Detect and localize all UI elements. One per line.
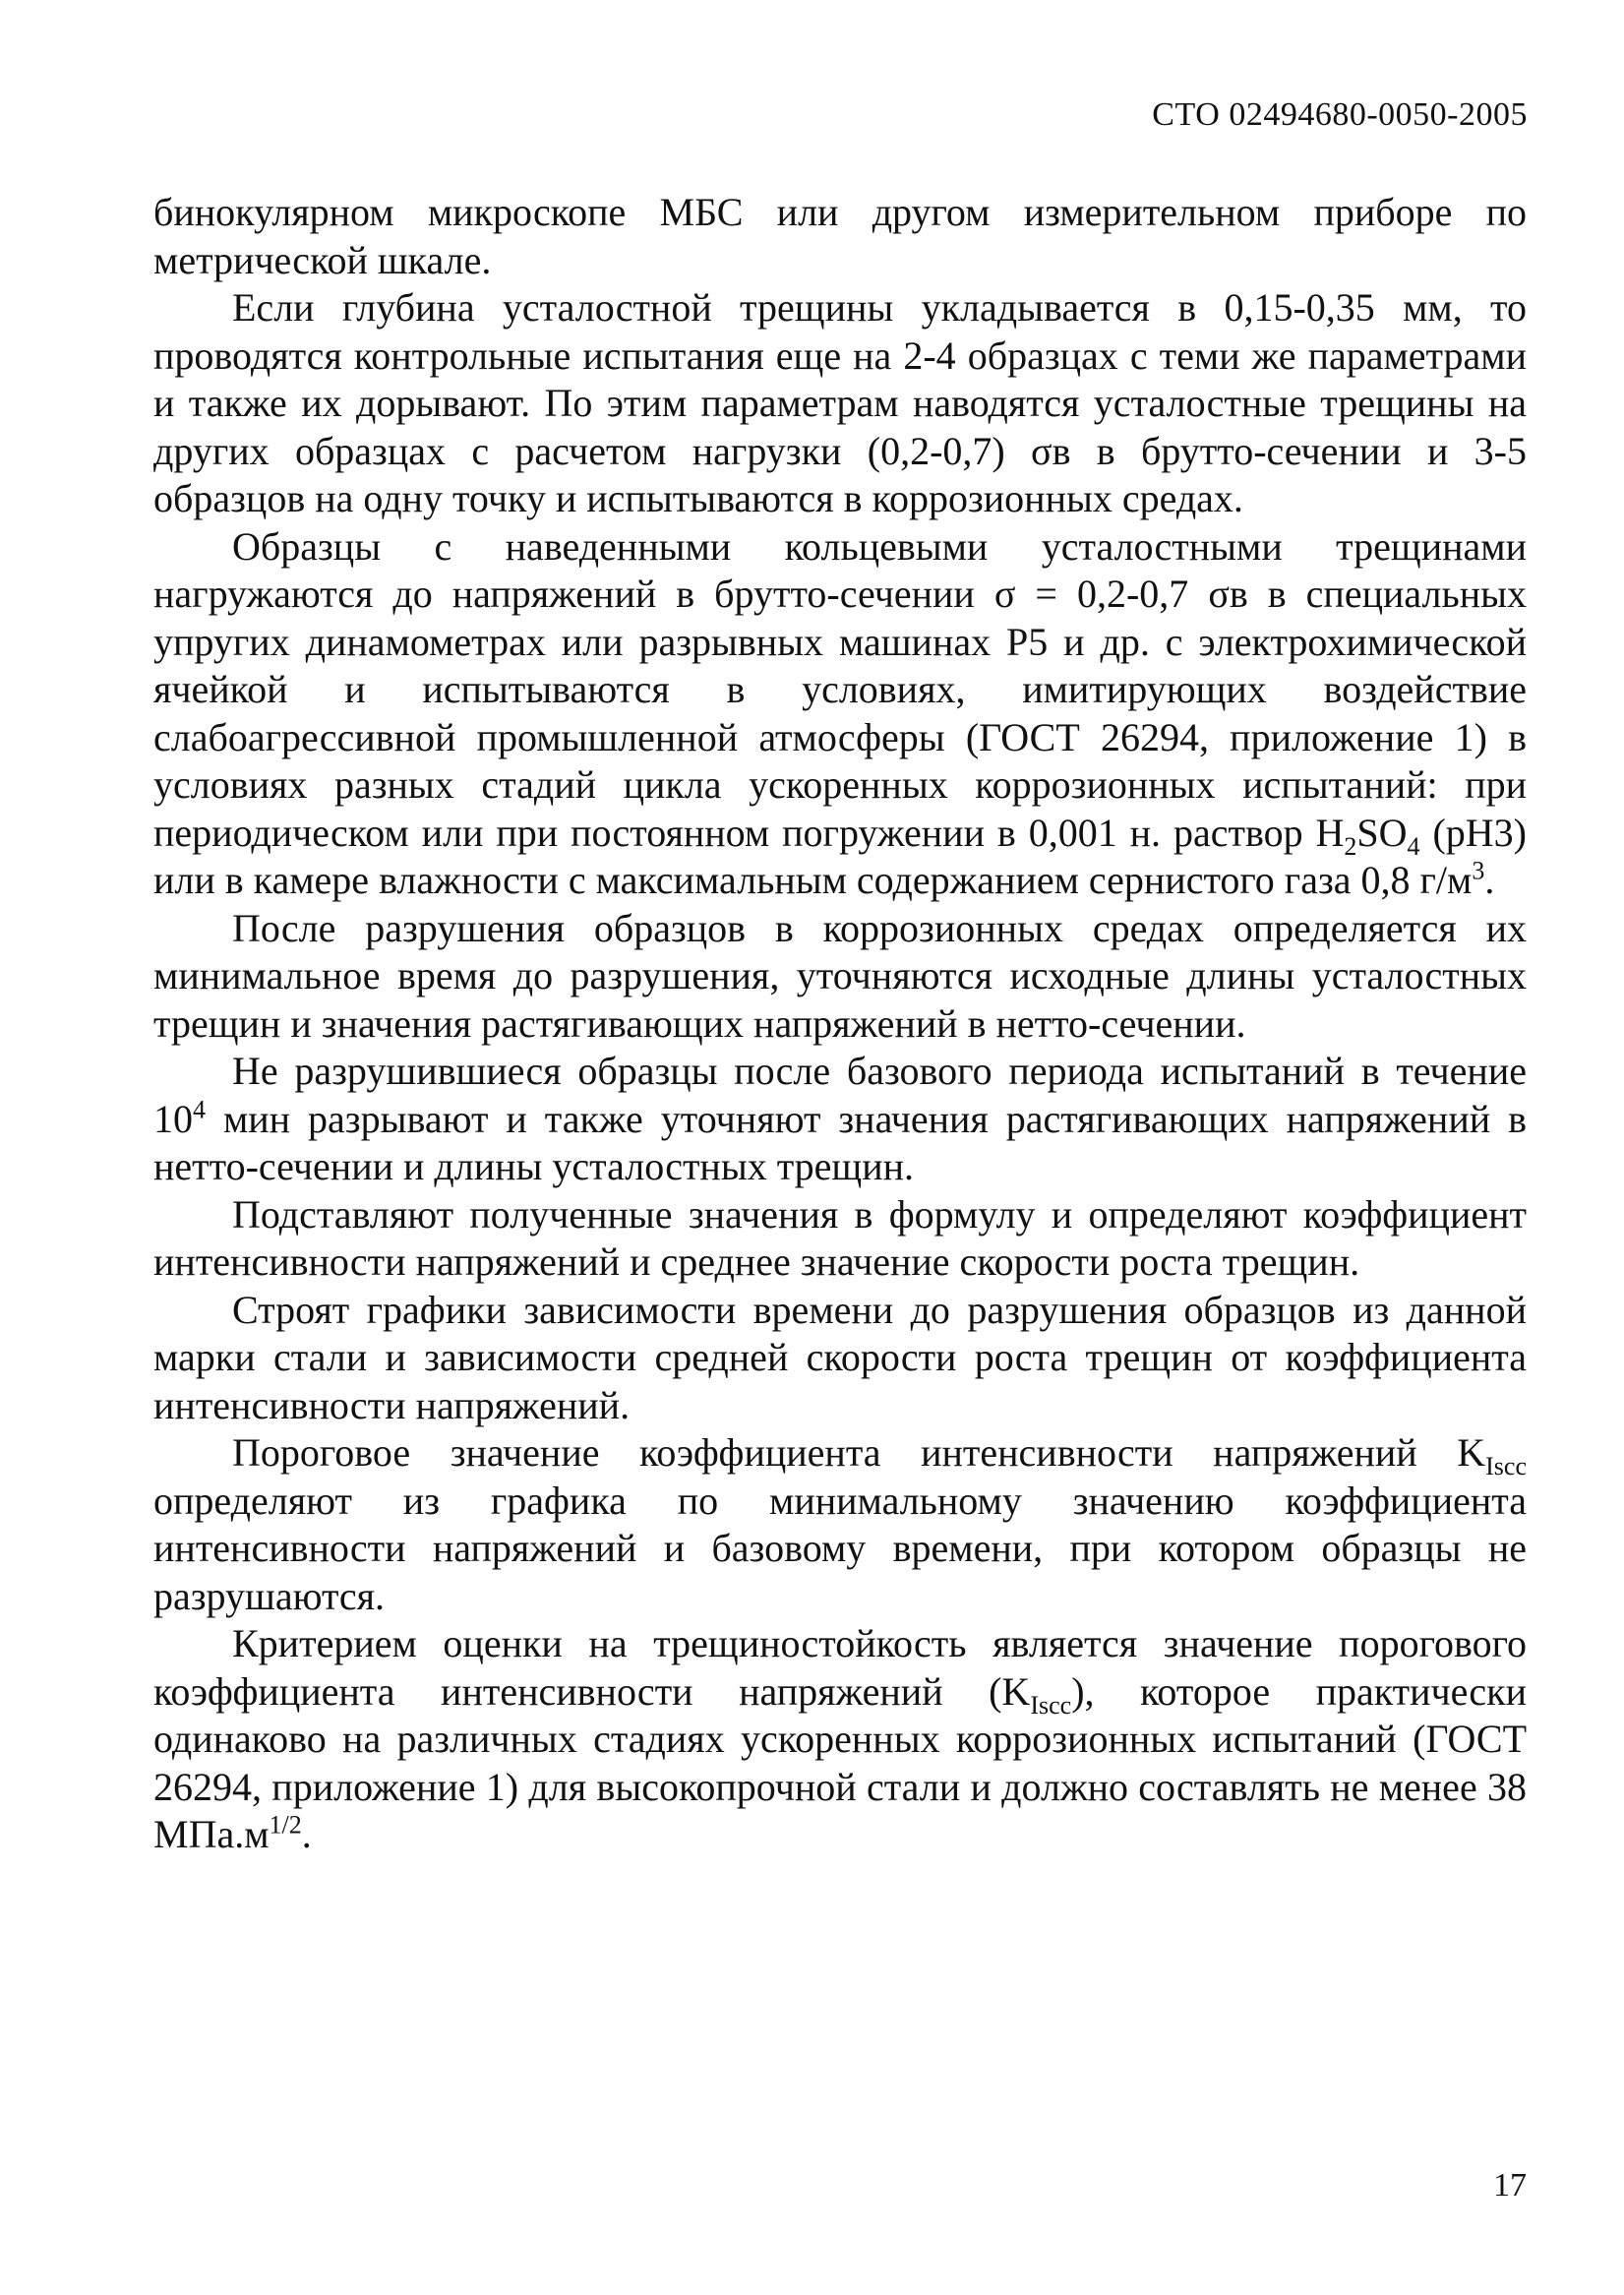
paragraph-3-text-a: Образцы с наведенными кольцевыми усталостными трещинами нагружаются до напряжений в брутто-сечении σ = 0,2-0,7 σв в специальных упругих динамометрах или разрывных машинах Р5 и др. с электрохимической ячейкой и испытываются в условиях, имитирующих воздействие слабоагрессивной промышленной атмосферы (ГОСТ 26294, приложение 1) в условиях разных стадий цикла ускоренных коррозионных испытаний: при периодическом или при постоянном погружении в 0,001 н. раствор H — [153, 523, 1527, 855]
paragraph-2: Если глубина усталостной трещины укладывается в 0,15-0,35 мм, то проводятся контрольные испытания еще на 2-4 образцах с теми же параметрами и также их дорывают. По этим параметрам наводятся усталостные трещины на других образцах с расчетом нагрузки (0,2-0,7) σв в брутто-сечении и 3-5 образцов на одну точку и испытываются в коррозионных средах. — [153, 285, 1527, 520]
subscript-h2: 2 — [1344, 831, 1357, 861]
paragraph-9-text-c: . — [301, 1812, 312, 1856]
subscript-iscc-2: Iscc — [1030, 1690, 1072, 1720]
subscript-so4: 4 — [1407, 831, 1420, 861]
document-body — [153, 189, 1527, 1859]
paragraph-3 — [153, 523, 1527, 905]
paragraph-3-text-c: (pH3) или в камере влажности с максимальным содержанием сернистого газа 0,8 г/м — [153, 810, 1528, 902]
paragraph-5 — [153, 1048, 1527, 1191]
paragraph-9-text-a: Критерием оценки на трещиностойкость является значение порогового коэффициента интенсивности напряжений (K — [153, 1621, 1527, 1714]
paragraph-9 — [153, 1620, 1527, 1859]
paragraph-8-text-b: определяют из графика по минимальному значению коэффициента интенсивности напряжений и базовому времени, при котором образцы не разрушаются. — [153, 1478, 1527, 1618]
paragraph-8-text-a: Пороговое значение коэффициента интенсивности напряжений K — [232, 1430, 1486, 1475]
paragraph-6: Подставляют полученные значения в формулу и определяют коэффициент интенсивности напряжений и среднее значение скорости роста трещин. — [153, 1191, 1527, 1284]
superscript-power: 4 — [193, 1095, 206, 1124]
paragraph-5-text-a: Не разрушившиеся образцы после базового периода испытаний в течение 10 — [153, 1049, 1527, 1141]
paragraph-7: Строят графики зависимости времени до разрушения образцов из данной марки стали и зависимости средней скорости роста трещин от коэффициента интенсивности напряжений. — [153, 1287, 1527, 1427]
paragraph-8 — [153, 1429, 1527, 1620]
superscript-cubic: 3 — [1472, 856, 1485, 885]
paragraph-3-text-d: . — [1484, 858, 1495, 902]
paragraph-3-text-b: SO — [1356, 810, 1408, 855]
paragraph-4: После разрушения образцов в коррозионных средах определяется их минимальное время до разрушения, уточняются исходные длины усталостных трещин и значения растягивающих напряжений в нетто-сечении. — [153, 905, 1527, 1046]
paragraph-5-text-b: мин разрывают и также уточняют значения растягивающих напряжений в нетто-сечении и длины усталостных трещин. — [153, 1096, 1527, 1188]
paragraph-9-text-b: ), которое практически одинаково на различных стадиях ускоренных коррозионных испытаний (ГОСТ 26294, приложение 1) для высокопрочной стали и должно составлять не менее 38 МПа.м — [153, 1668, 1528, 1856]
superscript-half: 1/2 — [269, 1810, 302, 1840]
page-number: 17 — [1493, 2167, 1527, 2204]
subscript-iscc: Iscc — [1485, 1452, 1527, 1480]
document-code: СТО 02494680-0050-2005 — [1152, 96, 1528, 133]
paragraph-1: бинокулярном микроскопе МБС или другом измерительном приборе по метрической шкале. — [153, 190, 1527, 282]
